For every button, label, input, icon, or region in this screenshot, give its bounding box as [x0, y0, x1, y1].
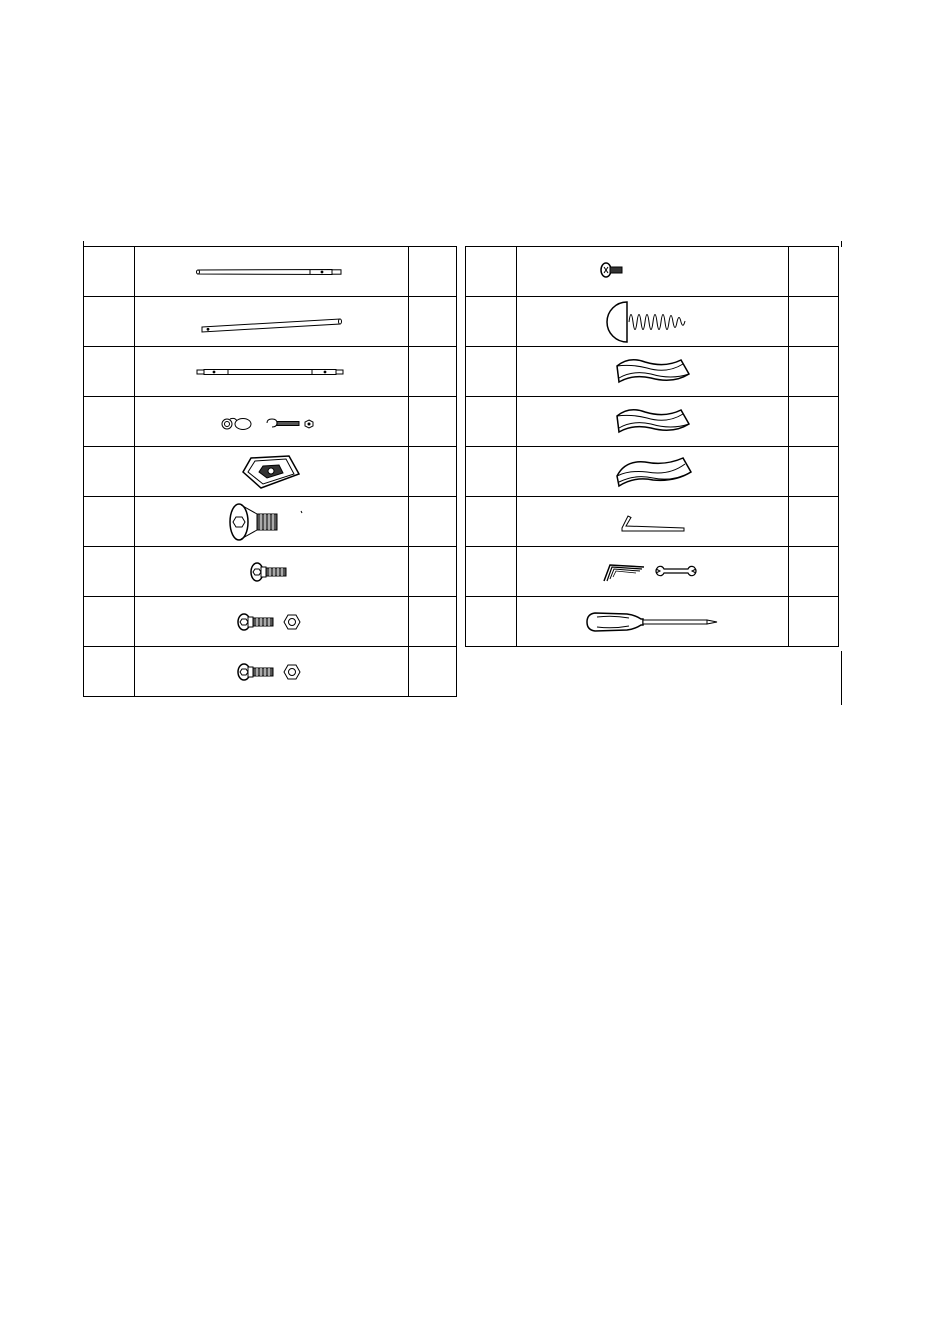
part-qty-cell — [789, 547, 839, 597]
table-row — [466, 347, 839, 397]
allen-key-icon — [618, 510, 688, 534]
part-id-cell — [466, 547, 517, 597]
spring-icon — [603, 299, 703, 345]
table-row — [84, 347, 457, 397]
part-drawing-cell — [135, 447, 409, 497]
cushion-icon — [611, 452, 695, 492]
cushion-icon — [611, 352, 695, 392]
part-qty-cell — [789, 497, 839, 547]
parts-table-left — [83, 246, 457, 697]
table-row — [466, 247, 839, 297]
table-row — [466, 547, 839, 597]
part-qty-cell — [409, 247, 457, 297]
part-id-cell — [84, 297, 135, 347]
part-qty-cell — [409, 547, 457, 597]
long-rod-icon — [192, 307, 352, 337]
allen-keys-and-wrench-icon — [598, 557, 708, 587]
part-drawing-cell — [517, 397, 789, 447]
part-id-cell — [84, 647, 135, 697]
part-qty-cell — [789, 297, 839, 347]
part-qty-cell — [789, 397, 839, 447]
part-drawing-cell — [517, 447, 789, 497]
part-drawing-cell — [517, 297, 789, 347]
small-screw-icon — [597, 257, 647, 287]
table-row — [466, 447, 839, 497]
part-id-cell — [466, 597, 517, 647]
part-drawing-cell — [135, 397, 409, 447]
part-drawing-cell — [135, 647, 409, 697]
table-row — [84, 397, 457, 447]
part-drawing-cell — [517, 347, 789, 397]
part-id-cell — [84, 347, 135, 397]
part-drawing-cell — [135, 347, 409, 397]
part-id-cell — [466, 247, 517, 297]
part-drawing-cell — [135, 597, 409, 647]
part-drawing-cell — [517, 497, 789, 547]
table-row — [466, 297, 839, 347]
screwdriver-icon — [583, 605, 723, 639]
hex-socket-bolt-icon — [247, 557, 297, 587]
table-row — [84, 447, 457, 497]
parts-table-right — [465, 246, 839, 647]
part-id-cell — [466, 497, 517, 547]
part-qty-cell — [789, 447, 839, 497]
long-rod-icon — [192, 362, 352, 382]
part-drawing-cell — [517, 547, 789, 597]
part-drawing-cell — [135, 297, 409, 347]
part-id-cell — [466, 447, 517, 497]
part-id-cell — [84, 447, 135, 497]
table-row — [84, 497, 457, 547]
part-drawing-cell — [517, 247, 789, 297]
part-qty-cell — [789, 347, 839, 397]
part-qty-cell — [409, 297, 457, 347]
part-qty-cell — [409, 497, 457, 547]
part-qty-cell — [409, 447, 457, 497]
part-drawing-cell — [135, 247, 409, 297]
cushion-icon — [611, 402, 695, 442]
table-row — [84, 647, 457, 697]
table-row — [466, 397, 839, 447]
part-id-cell — [466, 297, 517, 347]
table-row — [84, 547, 457, 597]
table-row — [84, 247, 457, 297]
part-qty-cell — [409, 397, 457, 447]
mounting-plate-icon — [237, 452, 307, 492]
part-id-cell — [84, 497, 135, 547]
part-qty-cell — [409, 647, 457, 697]
part-id-cell — [84, 547, 135, 597]
part-id-cell — [466, 347, 517, 397]
part-drawing-cell — [135, 547, 409, 597]
countersunk-bolt-icon — [227, 500, 317, 544]
bolt-and-nut-icon — [232, 657, 312, 687]
part-qty-cell — [789, 247, 839, 297]
part-id-cell — [84, 397, 135, 447]
part-qty-cell — [409, 597, 457, 647]
long-rod-icon — [192, 262, 352, 282]
part-qty-cell — [409, 347, 457, 397]
right-edge-line — [841, 651, 842, 705]
part-qty-cell — [789, 597, 839, 647]
table-row — [84, 297, 457, 347]
table-row — [84, 597, 457, 647]
part-id-cell — [84, 247, 135, 297]
part-id-cell — [466, 397, 517, 447]
top-right-corner-mark — [841, 241, 842, 247]
part-drawing-cell — [135, 497, 409, 547]
eye-bolt-set-icon — [217, 407, 327, 437]
part-drawing-cell — [517, 597, 789, 647]
bolt-and-nut-icon — [232, 607, 312, 637]
table-row — [466, 497, 839, 547]
part-id-cell — [84, 597, 135, 647]
table-row — [466, 597, 839, 647]
